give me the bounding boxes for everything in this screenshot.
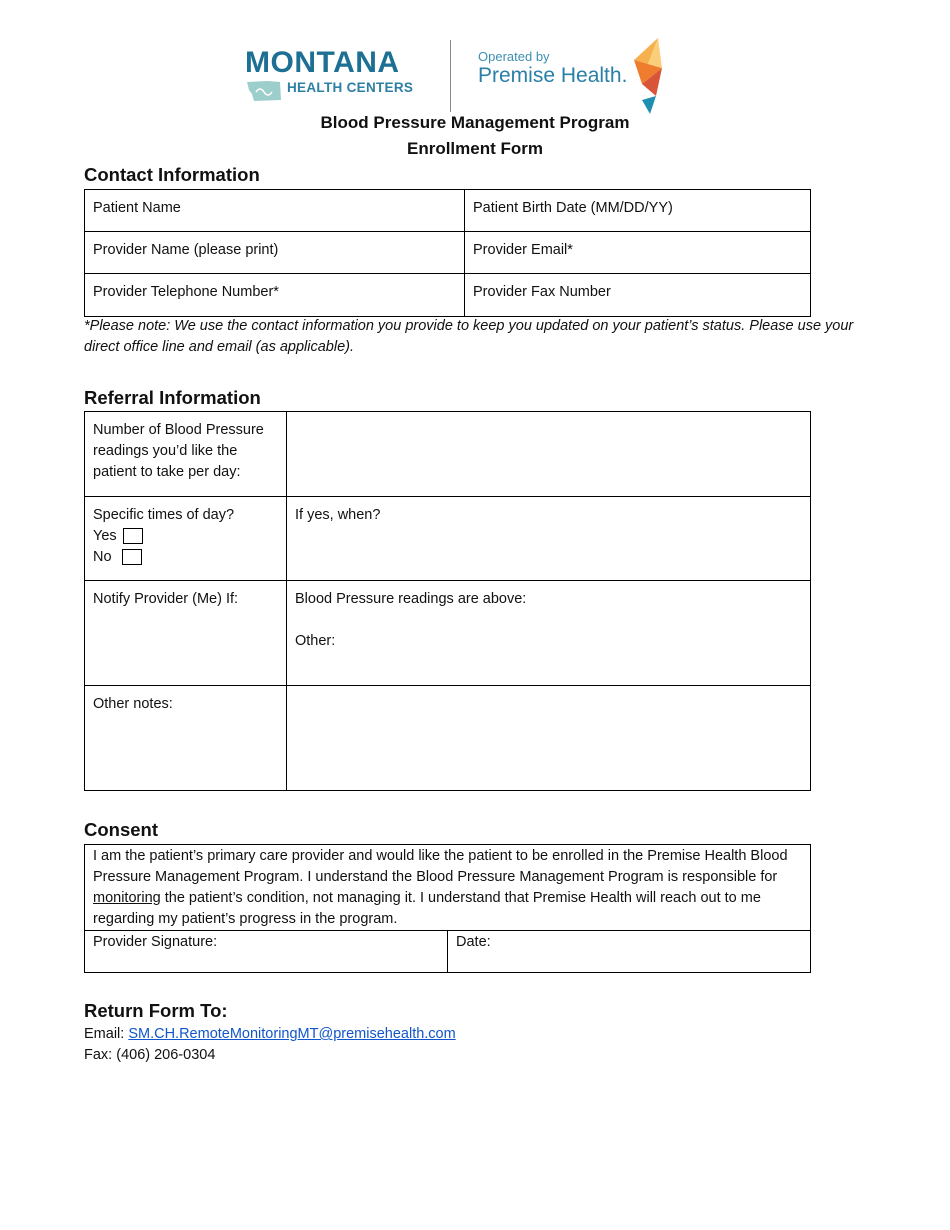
yes-checkbox[interactable]: [123, 528, 143, 544]
montana-state-icon: [246, 80, 282, 102]
bp-above-label: Blood Pressure readings are above:: [295, 591, 527, 607]
other-label: Other:: [295, 633, 336, 649]
patient-birth-date-field[interactable]: Patient Birth Date (MM/DD/YY): [465, 190, 811, 232]
contact-information-heading: Contact Information: [84, 164, 260, 185]
consent-table: [84, 844, 811, 973]
patient-name-field[interactable]: Patient Name: [85, 190, 465, 232]
montana-logo-text: MONTANA: [245, 46, 400, 79]
form-title-line1: Blood Pressure Management Program: [320, 113, 630, 132]
return-email-link[interactable]: SM.CH.RemoteMonitoringMT@premisehealth.com: [128, 1026, 456, 1042]
consent-statement: [85, 845, 811, 931]
other-notes-label: Other notes:: [85, 686, 287, 791]
consent-text-monitoring: monitoring: [93, 890, 161, 906]
other-notes-field[interactable]: [287, 686, 811, 791]
notify-provider-label: Notify Provider (Me) If:: [85, 581, 287, 686]
form-title-line2: Enrollment Form: [406, 139, 543, 158]
consent-text-start: I am the patient’s primary care provider and would like the patient to be enrolled in the Premise Health Blood Pressure Management Program. I understand the Blood Pressure Management Program is responsible for: [93, 848, 788, 885]
return-fax-line: [84, 1047, 215, 1063]
contact-info-table: [84, 189, 811, 317]
operated-by-text: Operated by: [478, 49, 550, 64]
consent-text-end: the patient’s condition, not managing it. I understand that Premise Health will reach out to me regarding my patient’s progress in the program.: [93, 890, 761, 927]
health-centers-logo-text: HEALTH CENTERS: [287, 80, 414, 95]
if-yes-when-field[interactable]: If yes, when?: [287, 497, 811, 581]
notify-conditions-field[interactable]: [287, 581, 811, 686]
consent-heading: Consent: [84, 819, 158, 840]
spacer: [295, 610, 802, 631]
return-fax-number: (406) 206-0304: [116, 1047, 216, 1063]
logo-divider: [450, 40, 451, 112]
readings-per-day-field[interactable]: [287, 412, 811, 497]
return-email-line: [84, 1026, 456, 1042]
date-field[interactable]: Date:: [448, 931, 811, 973]
referral-information-heading: Referral Information: [84, 387, 261, 408]
premise-health-mark: .: [621, 64, 628, 87]
no-checkbox[interactable]: [122, 549, 142, 565]
referral-info-table: [84, 411, 811, 791]
specific-times-label: Specific times of day?: [93, 507, 235, 523]
provider-fax-field[interactable]: Provider Fax Number: [465, 274, 811, 317]
specific-times-cell: [85, 497, 287, 581]
no-option: [93, 547, 278, 568]
premise-health-name: Premise Health: [478, 64, 622, 87]
provider-signature-field[interactable]: Provider Signature:: [85, 931, 448, 973]
readings-per-day-label: Number of Blood Pressure readings you’d like the patient to take per day:: [85, 412, 287, 497]
premise-health-logo-text: [478, 64, 627, 88]
yes-label: Yes: [93, 528, 117, 544]
provider-name-field[interactable]: Provider Name (please print): [85, 232, 465, 274]
premise-health-flame-icon: [622, 38, 664, 114]
provider-email-field[interactable]: Provider Email*: [465, 232, 811, 274]
no-label: No: [93, 549, 112, 565]
provider-telephone-field[interactable]: Provider Telephone Number*: [85, 274, 465, 317]
return-form-heading: Return Form To:: [84, 1000, 228, 1021]
yes-option: [93, 526, 278, 547]
contact-note: *Please note: We use the contact information you provide to keep you updated on your patient’s status. Please use your direct office line and email (as applicable).: [84, 318, 854, 355]
fax-label: Fax:: [84, 1047, 117, 1063]
email-label: Email:: [84, 1026, 129, 1042]
